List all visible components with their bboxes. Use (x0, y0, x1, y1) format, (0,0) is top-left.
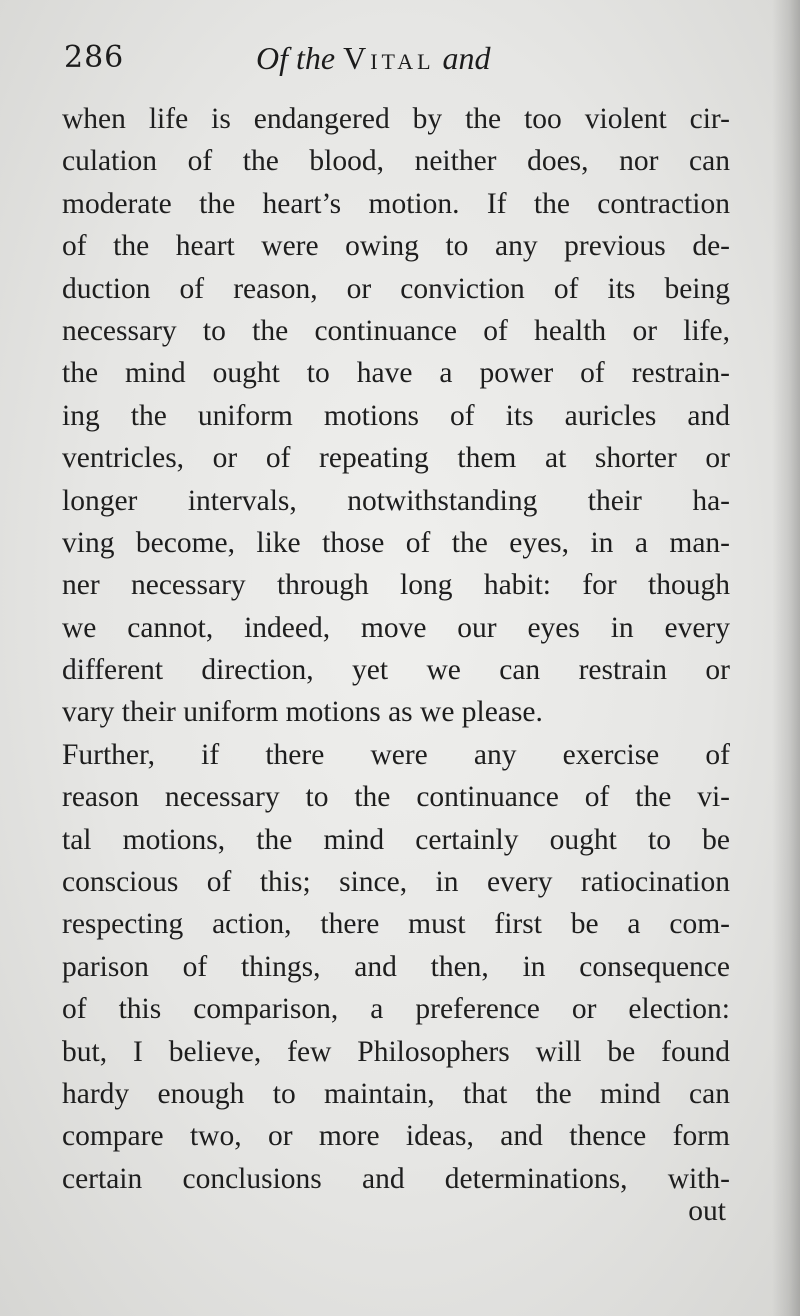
text-line-14: different direction, yet we can restrain or (62, 654, 730, 687)
page-header (64, 40, 744, 84)
text-line-25: compare two, or more ideas, and thence form (62, 1120, 730, 1153)
text-line-10: longer intervals, notwithstanding their ha- (62, 484, 730, 517)
text-line-15: vary their uniform motions as we please. (62, 696, 543, 729)
text-line-23: but, I believe, few Philosophers will be found (62, 1035, 730, 1068)
text-line-3: moderate the heart’s motion. If the contraction (62, 187, 730, 220)
text-line-4: of the heart were owing to any previous de- (62, 230, 730, 263)
text-line-2: culation of the blood, neither does, nor can (62, 145, 730, 178)
text-line-21: parison of things, and then, in consequence (62, 950, 730, 983)
text-line-19: conscious of this; since, in every ratiocination (62, 866, 730, 899)
running-head-italic-2: and (442, 40, 491, 76)
running-head-caps: Vital (343, 40, 435, 76)
page-number: 286 (64, 40, 125, 75)
text-line-26: certain conclusions and determinations, with- (62, 1162, 730, 1195)
text-line-17: reason necessary to the continuance of the vi- (62, 781, 730, 814)
text-line-12: ner necessary through long habit: for though (62, 569, 730, 602)
text-line-20: respecting action, there must first be a com- (62, 908, 730, 941)
text-line-22: of this comparison, a preference or election: (62, 993, 730, 1026)
text-line-1: when life is endangered by the too violent cir- (62, 103, 730, 135)
text-line-16: Further, if there were any exercise of (62, 738, 730, 771)
text-line-13: we cannot, indeed, move our eyes in every (62, 611, 730, 644)
text-line-5: duction of reason, or conviction of its being (62, 272, 730, 305)
text-line-6: necessary to the continuance of health or life, (62, 314, 730, 347)
body-text (62, 98, 730, 1200)
text-line-9: ventricles, or of repeating them at shorter or (62, 442, 730, 475)
running-head (256, 40, 491, 77)
text-line-8: ing the uniform motions of its auricles and (62, 399, 730, 432)
catchword: out (688, 1195, 726, 1227)
text-line-18: tal motions, the mind certainly ought to be (62, 823, 730, 856)
text-line-11: ving become, like those of the eyes, in a man- (62, 526, 730, 559)
text-line-24: hardy enough to maintain, that the mind can (62, 1077, 730, 1110)
text-line-7: the mind ought to have a power of restrain- (62, 357, 730, 390)
running-head-italic-1: Of the (256, 40, 336, 76)
page-edge-shadow (772, 0, 800, 1316)
